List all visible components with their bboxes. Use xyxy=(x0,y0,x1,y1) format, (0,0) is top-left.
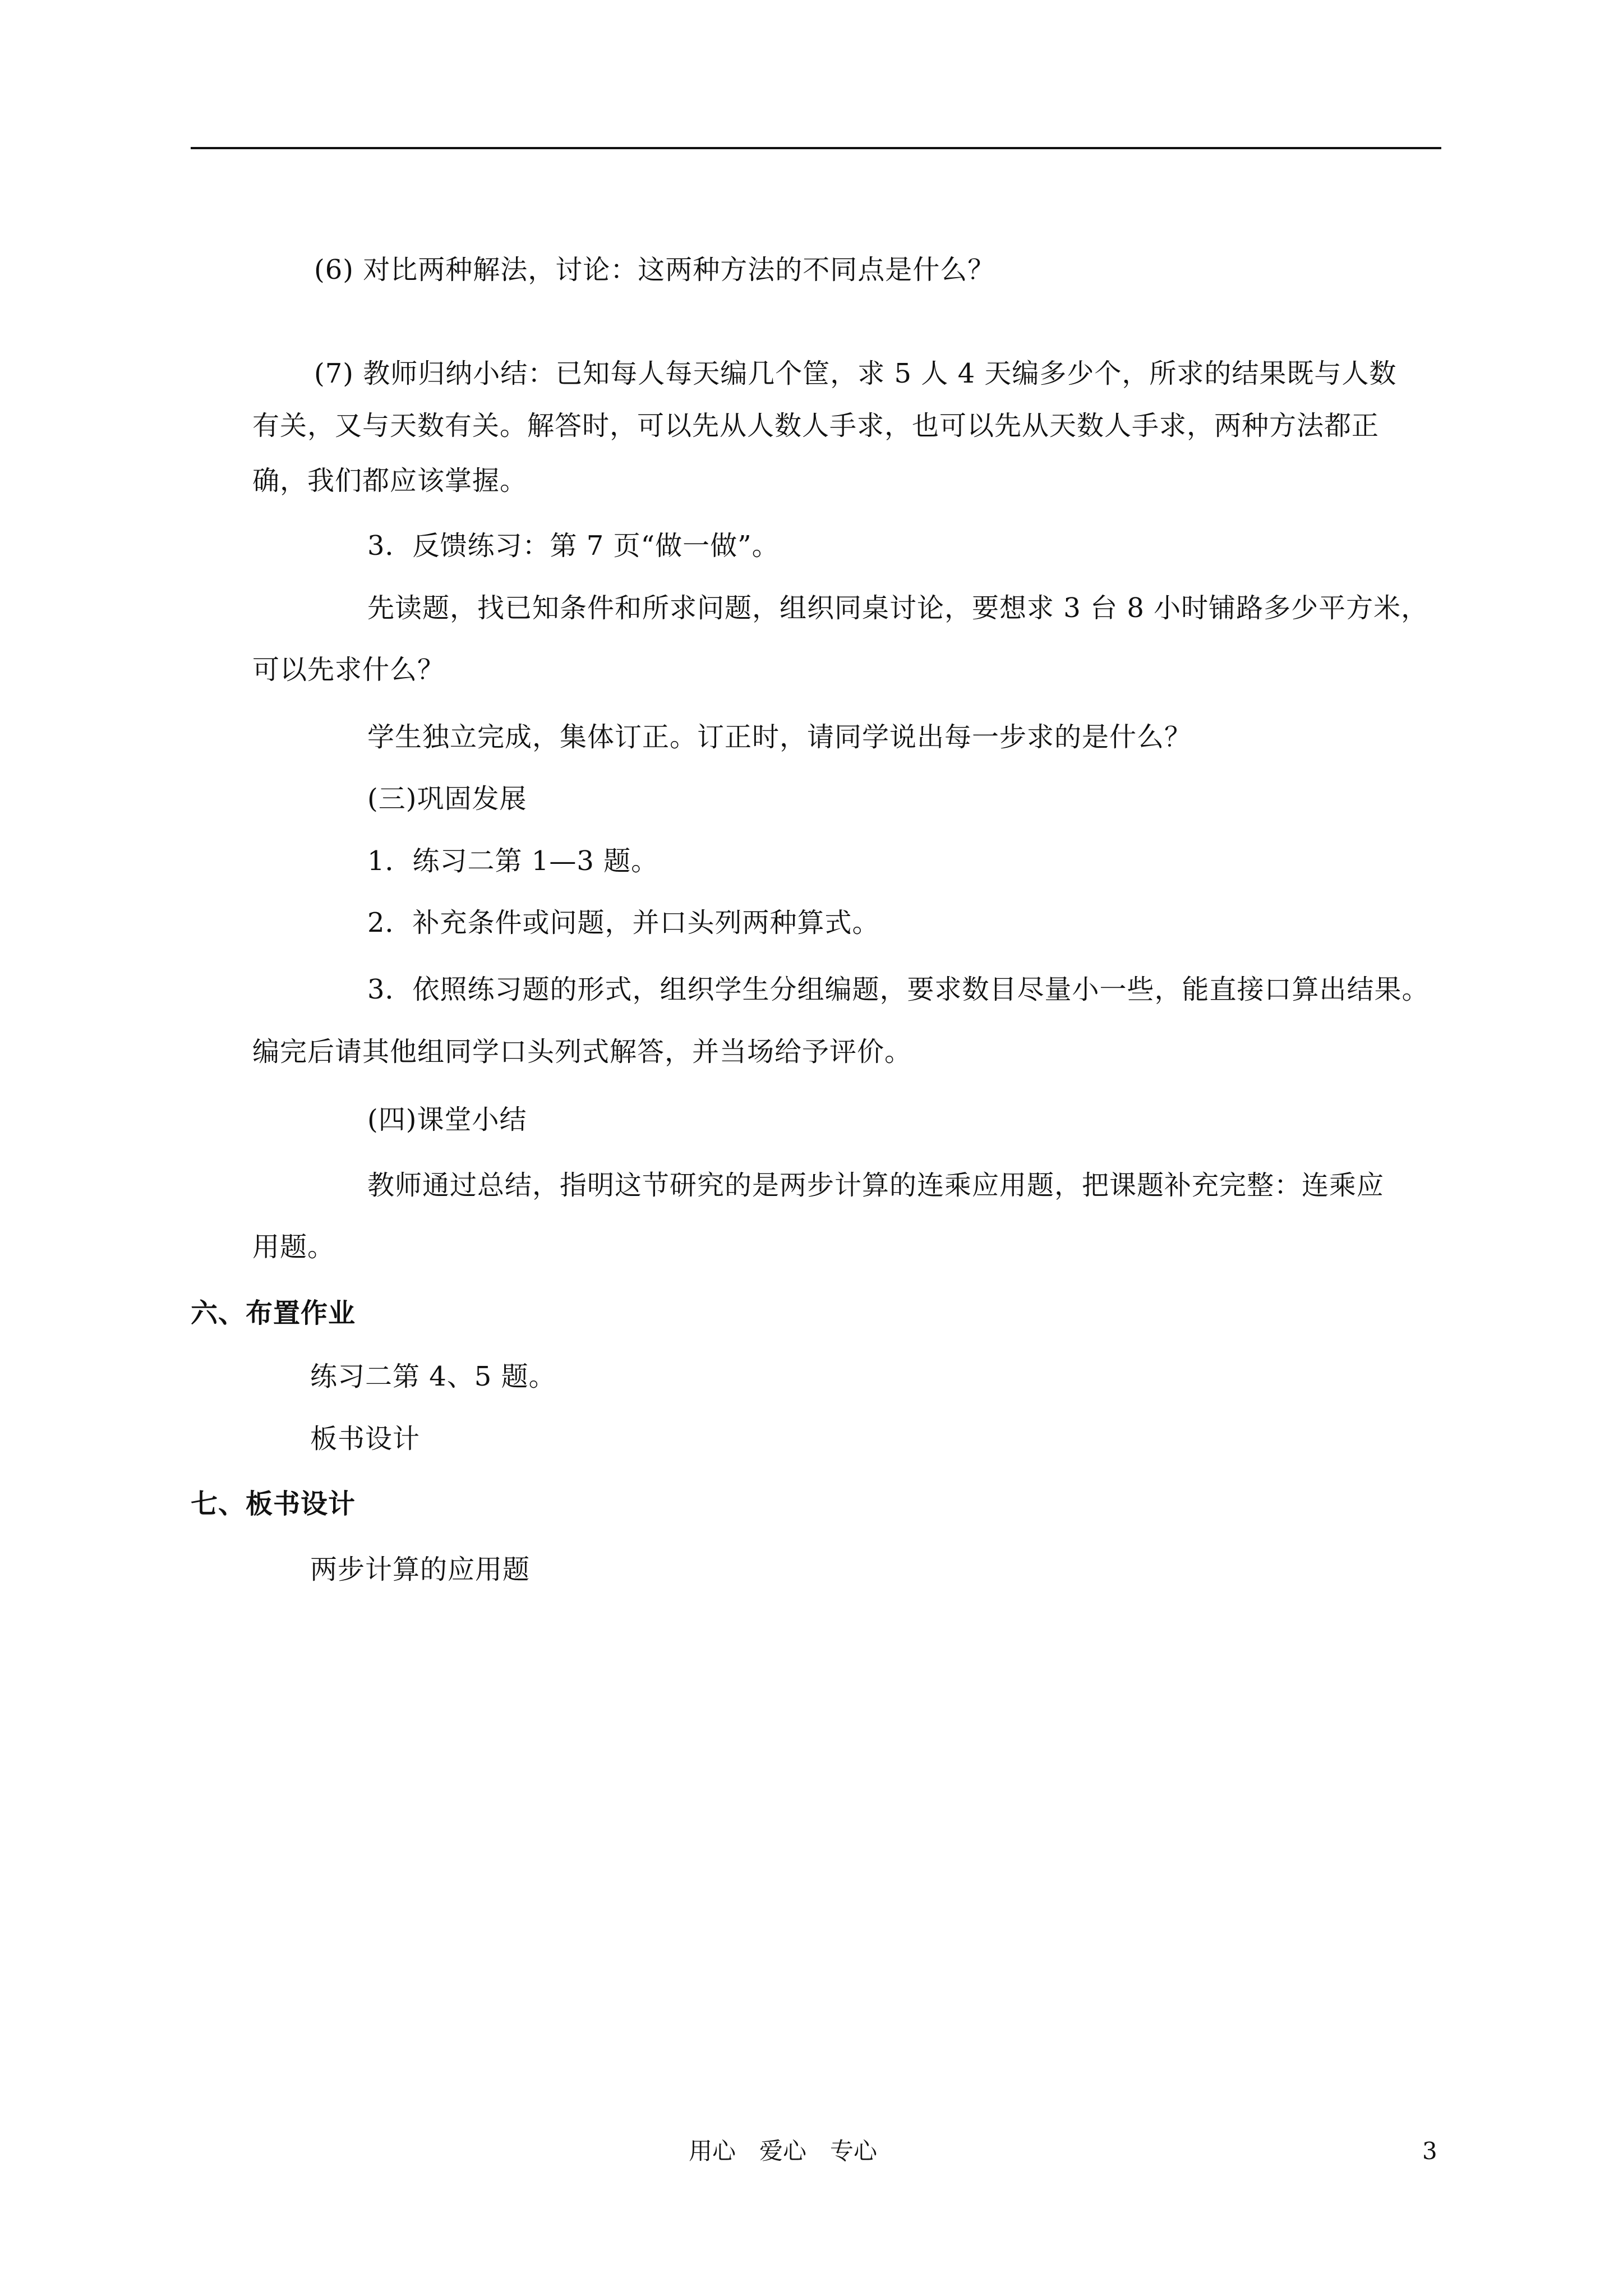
read-question-line-1: 先读题，找已知条件和所求问题，组织同桌讨论，要想求 3 台 8 小时铺路多少平方米， xyxy=(367,592,1429,624)
independent-work: 学生独立完成，集体订正。订正时，请同学说出每一步求的是什么？ xyxy=(367,721,1192,753)
footer-motto: 用心 爱心 专心 xyxy=(689,2137,878,2165)
paragraph-6: (6) 对比两种解法，讨论：这两种方法的不同点是什么？ xyxy=(314,254,995,286)
header-rule xyxy=(191,147,1441,149)
paragraph-7-line-2: 有关，又与天数有关。解答时，可以先从人数人手求，也可以先从天数人手求，两种方法都正 xyxy=(252,410,1380,441)
heading-homework: 六、布置作业 xyxy=(191,1297,356,1329)
heading-board-design: 七、板书设计 xyxy=(191,1488,356,1520)
summary-line-1: 教师通过总结，指明这节研究的是两步计算的连乘应用题，把课题补充完整：连乘应 xyxy=(367,1170,1385,1201)
paragraph-7-line-1: (7) 教师归纳小结：已知每人每天编几个筐，求 5 人 4 天编多少个，所求的结果既与人数 xyxy=(314,358,1397,389)
section-class-summary: (四)课堂小结 xyxy=(367,1104,527,1135)
summary-line-2: 用题。 xyxy=(252,1231,335,1263)
board-design-title: 两步计算的应用题 xyxy=(310,1554,531,1585)
homework-item: 练习二第 4、5 题。 xyxy=(310,1361,556,1392)
section-consolidate: (三)巩固发展 xyxy=(367,783,527,815)
page-number: 3 xyxy=(1422,2137,1437,2165)
exercise-item-3-line-1: 3．依照练习题的形式，组织学生分组编题，要求数目尽量小一些，能直接口算出结果。 xyxy=(367,974,1430,1005)
exercise-item-2: 2．补充条件或问题，并口头列两种算式。 xyxy=(367,907,880,938)
exercise-item-1: 1．练习二第 1—3 题。 xyxy=(367,845,659,877)
exercise-item-3-line-2: 编完后请其他组同学口头列式解答，并当场给予评价。 xyxy=(252,1036,912,1068)
read-question-line-2: 可以先求什么？ xyxy=(252,654,445,685)
feedback-exercise: 3．反馈练习：第 7 页“做一做”。 xyxy=(367,530,780,562)
paragraph-7-line-3: 确，我们都应该掌握。 xyxy=(252,465,528,496)
board-design-label: 板书设计 xyxy=(310,1423,421,1455)
